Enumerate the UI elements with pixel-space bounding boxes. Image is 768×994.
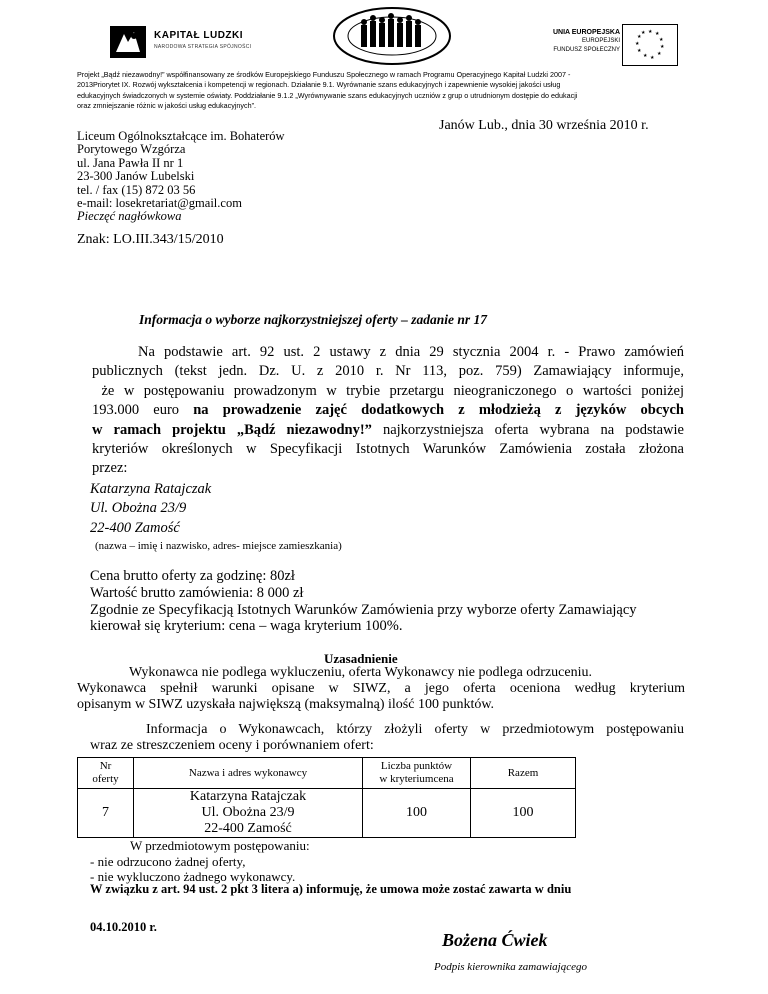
eu-label bbox=[520, 28, 620, 55]
winner-street: Ul. Obożna 23/9 bbox=[90, 500, 187, 517]
signature-label: Podpis kierownika zamawiającego bbox=[434, 961, 587, 973]
header-text: Nr bbox=[99, 760, 112, 772]
eu-flag-icon bbox=[622, 24, 678, 66]
price-block bbox=[90, 568, 637, 635]
document-date: Janów Lub., dnia 30 września 2010 r. bbox=[439, 118, 649, 133]
cell-contractor bbox=[134, 789, 363, 838]
summary-line: - nie odrzucono żadnej oferty, bbox=[90, 853, 246, 869]
kapital-ludzki-emblem-icon bbox=[110, 26, 146, 58]
project-line: Projekt „Bądź niezawodny!” współfinansowany ze środków Europejskiego Funduszu Społecznego w ramach Programu Operacyjnego Kapitał Ludzki 2007 - bbox=[77, 70, 571, 79]
eu-label-line2: EUROPEJSKI bbox=[581, 38, 620, 44]
info-line: Informacja o Wykonawcach, którzy złożyli oferty w przedmiotowym postępowaniu bbox=[146, 722, 684, 737]
procedure-summary bbox=[90, 838, 310, 885]
document-heading: Informacja o wyborze najkorzystniejszej oferty – zadanie nr 17 bbox=[139, 312, 488, 327]
header-text: Liczba punktów bbox=[380, 760, 453, 772]
justification-title: Uzasadnienie bbox=[324, 651, 398, 666]
address-line: tel. / fax (15) 872 03 56 bbox=[77, 182, 196, 197]
svg-text:★: ★ bbox=[659, 38, 664, 43]
eu-label-line3: FUNDUSZ SPOŁECZNY bbox=[553, 47, 620, 53]
contractor-street: Ul. Obożna 23/9 bbox=[201, 805, 295, 820]
paragraph-line: publicznych (tekst jedn. Dz. U. z 2010 r. Nr 113, poz. 759) Zamawiający informuje, bbox=[92, 363, 684, 380]
paragraph-line: że w postępowaniu prowadzonym w trybie przetargu nieograniczonego o wartości poniżej bbox=[92, 382, 684, 399]
address-line: ul. Jana Pawła II nr 1 bbox=[77, 155, 184, 170]
summary-line: - nie wykluczono żadnego wykonawcy. bbox=[90, 869, 296, 884]
subject-text: na prowadzenie zajęć dodatkowych z młodzieżą z języków obcych bbox=[193, 402, 685, 419]
svg-text:★: ★ bbox=[655, 32, 660, 37]
reference-number: Znak: LO.III.343/15/2010 bbox=[77, 232, 224, 247]
signature-name: Bożena Ćwiek bbox=[442, 930, 548, 950]
project-line: 2013Priorytet IX. Rozwój wykształcenia i kompetencji w regionach. Działanie 9.1. Wyrównanie szans edukacyjnych i zapewnienie wysokiej jakości usług bbox=[77, 80, 561, 90]
svg-text:★: ★ bbox=[637, 35, 642, 40]
header-points bbox=[363, 758, 471, 789]
main-paragraph bbox=[92, 343, 684, 479]
contractor-name: Katarzyna Ratajczak bbox=[189, 789, 307, 804]
paragraph-line bbox=[92, 401, 684, 420]
contract-date: 04.10.2010 r. bbox=[90, 920, 157, 934]
address-line: e-mail: losekretariat@gmail.com bbox=[77, 196, 242, 211]
header-contractor: Nazwa i adres wykonawcy bbox=[134, 758, 363, 789]
header-text: w kryteriumcena bbox=[379, 773, 454, 785]
paragraph-line: Na podstawie art. 92 ust. 2 ustawy z dnia 29 stycznia 2004 r. - Prawo zamówień bbox=[138, 344, 684, 360]
summary-line: W przedmiotowym postępowaniu: bbox=[130, 838, 310, 853]
winner-note: (nazwa – imię i nazwisko, adres- miejsce zamieszkania) bbox=[95, 540, 342, 552]
project-line: oraz zmniejszanie różnic w jakości usług edukacyjnych”. bbox=[77, 101, 256, 111]
project-seal-logo bbox=[331, 5, 453, 67]
criterion-line: kierował się kryterium: cena – waga kryterium 100%. bbox=[90, 618, 403, 635]
criterion-line: Zgodnie ze Specyfikacją Istotnych Warunków Zamówienia przy wyborze oferty Zamawiający bbox=[90, 601, 637, 618]
cell-offer-nr: 7 bbox=[78, 789, 134, 838]
header-text: oferty bbox=[92, 773, 119, 785]
winner-name: Katarzyna Ratajczak bbox=[90, 481, 212, 497]
svg-text:★: ★ bbox=[660, 45, 665, 50]
svg-text:★: ★ bbox=[650, 56, 655, 61]
offers-info bbox=[90, 722, 684, 754]
paragraph-line: kryteriów określonych w Specyfikacji Istotnych Warunków Zamówienia została złożona bbox=[92, 441, 684, 458]
info-line: wraz ze streszczeniem oceny i porównaniem ofert: bbox=[90, 738, 374, 753]
svg-text:★: ★ bbox=[635, 42, 640, 47]
justification-line: Wykonawca spełnił warunki opisane w SIWZ, a jego oferta oceniona według kryterium bbox=[77, 681, 685, 697]
offers-table bbox=[77, 757, 576, 838]
final-statement: W związku z art. 94 ust. 2 pkt 3 litera a) informuję, że umowa może zostać zawarta w dniu bbox=[90, 882, 572, 896]
project-name-text: w ramach projektu „Bądź niezawodny!” bbox=[92, 421, 372, 438]
contractor-city: 22-400 Zamość bbox=[204, 821, 292, 836]
price-per-hour: Cena brutto oferty za godzinę: 80zł bbox=[90, 568, 295, 584]
winner-block bbox=[90, 480, 211, 538]
table-header-row bbox=[78, 758, 576, 789]
svg-text:★: ★ bbox=[643, 54, 648, 59]
paragraph-tail-text: najkorzystniejsza oferta wybrana na podstawie bbox=[371, 421, 684, 438]
cell-total: 100 bbox=[471, 789, 576, 838]
price-total: Wartość brutto zamówienia: 8 000 zł bbox=[90, 584, 304, 601]
svg-text:★: ★ bbox=[657, 52, 662, 57]
justification-line: opisanym w SIWZ uzyskała największą (maksymalną) ilość 100 punktów. bbox=[77, 697, 495, 713]
justification-text bbox=[77, 665, 685, 714]
svg-text:★: ★ bbox=[641, 31, 646, 36]
paragraph-line bbox=[92, 421, 684, 440]
paragraph-line: przez: bbox=[92, 460, 128, 477]
svg-text:★: ★ bbox=[637, 49, 642, 54]
kl-logo-title: KAPITAŁ LUDZKI bbox=[154, 30, 244, 41]
amount-text: 193.000 euro bbox=[92, 402, 194, 419]
project-description bbox=[77, 70, 685, 112]
kl-logo-subtitle: NARODOWA STRATEGIA SPÓJNOŚCI bbox=[154, 44, 252, 50]
svg-text:★: ★ bbox=[648, 30, 653, 35]
justification-line: Wykonawca nie podlega wykluczeniu, oferta Wykonawcy nie podlega odrzuceniu. bbox=[129, 665, 592, 680]
header-total: Razem bbox=[471, 758, 576, 789]
eu-label-line1: UNIA EUROPEJSKA bbox=[552, 29, 620, 36]
table-row bbox=[78, 789, 576, 838]
school-address bbox=[77, 130, 285, 224]
winner-city: 22-400 Zamość bbox=[90, 519, 180, 536]
address-line: Liceum Ogólnokształcące im. Bohaterów bbox=[77, 129, 285, 143]
kapital-ludzki-logo bbox=[110, 22, 280, 62]
address-line: 23-300 Janów Lubelski bbox=[77, 169, 195, 184]
cell-points: 100 bbox=[363, 789, 471, 838]
address-line: Porytowego Wzgórza bbox=[77, 142, 186, 157]
header-offer-nr bbox=[78, 758, 134, 789]
project-line: edukacyjnych świadczonych w systemie oświaty. Poddziałanie 9.1.2 „Wyrównywanie szans edukacyjnych uczniów z grup o utrudnionym dostępie do edukacji bbox=[77, 90, 578, 100]
stamp-label: Pieczęć nagłówkowa bbox=[77, 209, 182, 224]
